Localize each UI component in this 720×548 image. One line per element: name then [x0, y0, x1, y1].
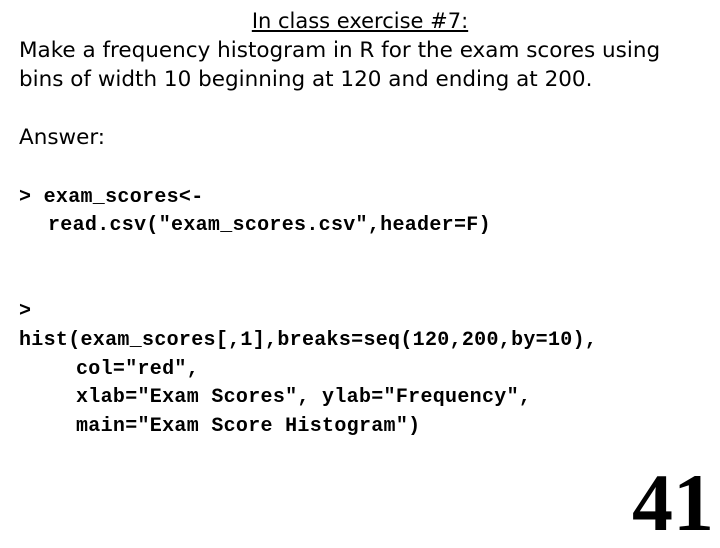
instruction-line-2: bins of width 10 beginning at 120 and ending at 200.: [19, 67, 593, 92]
code-hist-line-1: hist(exam_scores[,1],breaks=seq(120,200,by=10),: [19, 329, 598, 352]
instruction-line-1: Make a frequency histogram in R for the exam scores using: [19, 38, 661, 63]
code-read-line-2: read.csv("exam_scores.csv",header=F): [48, 214, 491, 237]
code-hist-line-4: main="Exam Score Histogram"): [76, 415, 421, 438]
code-read-line-1: > exam_scores<-: [19, 186, 204, 209]
page-number: 41: [632, 457, 714, 548]
code-hist-prompt: >: [19, 300, 32, 323]
code-hist-line-3: xlab="Exam Scores", ylab="Frequency",: [76, 386, 532, 409]
answer-label: Answer:: [19, 125, 106, 150]
code-hist-line-2: col="red",: [76, 358, 200, 381]
slide-title: In class exercise #7:: [251, 9, 469, 33]
